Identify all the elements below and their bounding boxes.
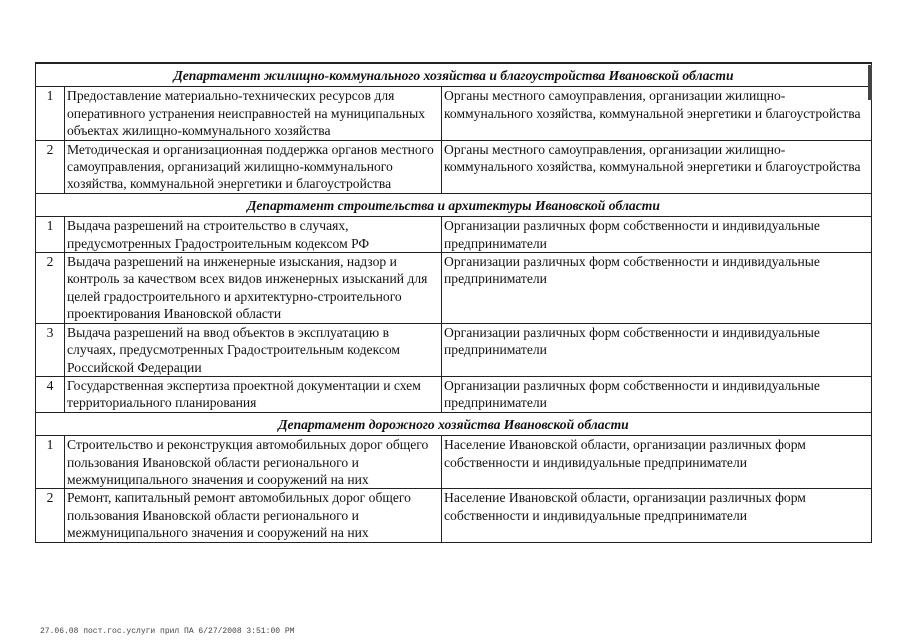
table-row <box>36 489 872 542</box>
row-number: 2 <box>36 253 65 324</box>
service-recipients: Организации различных форм собственности и индивидуальные предприниматели <box>442 376 872 412</box>
department-header-row <box>36 193 872 216</box>
table-row <box>36 376 872 412</box>
table-row <box>36 323 872 376</box>
row-number: 4 <box>36 376 65 412</box>
table-row <box>36 217 872 253</box>
table-row <box>36 253 872 324</box>
service-name: Методическая и организационная поддержка органов местного самоуправления, организаций жилищно-коммунального хозяйства, коммунальной энергетики и благоустройства <box>65 140 442 193</box>
service-name: Выдача разрешений на строительство в случаях, предусмотренных Градостроительным кодексом РФ <box>65 217 442 253</box>
service-recipients: Организации различных форм собственности и индивидуальные предприниматели <box>442 323 872 376</box>
service-name: Выдача разрешений на инженерные изыскания, надзор и контроль за качеством всех видов инженерных изысканий для целей градостроительного и архитектурно-строительного проектирования Ивановской области <box>65 253 442 324</box>
row-number: 1 <box>36 87 65 140</box>
department-title: Департамент дорожного хозяйства Ивановской области <box>36 412 872 435</box>
scan-artifact <box>868 65 872 100</box>
service-recipients: Организации различных форм собственности и индивидуальные предприниматели <box>442 217 872 253</box>
table-row <box>36 140 872 193</box>
service-recipients: Органы местного самоуправления, организации жилищно-коммунального хозяйства, коммунальной энергетики и благоустройства <box>442 87 872 140</box>
row-number: 1 <box>36 217 65 253</box>
service-recipients: Органы местного самоуправления, организации жилищно-коммунального хозяйства, коммунальной энергетики и благоустройства <box>442 140 872 193</box>
footer-text: 27.06.08 пост.гос.услуги прил ПА 6/27/2008 3:51:00 PM <box>40 627 295 636</box>
department-header-row <box>36 63 872 87</box>
row-number: 2 <box>36 140 65 193</box>
department-header-row <box>36 412 872 435</box>
row-number: 2 <box>36 489 65 542</box>
service-recipients: Население Ивановской области, организации различных форм собственности и индивидуальные предприниматели <box>442 436 872 489</box>
row-number: 3 <box>36 323 65 376</box>
services-table <box>35 62 872 543</box>
table-row <box>36 87 872 140</box>
service-recipients: Организации различных форм собственности и индивидуальные предприниматели <box>442 253 872 324</box>
services-table-body <box>36 63 872 542</box>
service-recipients: Население Ивановской области, организации различных форм собственности и индивидуальные предприниматели <box>442 489 872 542</box>
service-name: Ремонт, капитальный ремонт автомобильных дорог общего пользования Ивановской области регионального и межмуниципального значения и сооружений на них <box>65 489 442 542</box>
service-name: Государственная экспертиза проектной документации и схем территориального планирования <box>65 376 442 412</box>
department-title: Департамент строительства и архитектуры Ивановской области <box>36 193 872 216</box>
service-name: Выдача разрешений на ввод объектов в эксплуатацию в случаях, предусмотренных Градостроительным кодексом Российской Федерации <box>65 323 442 376</box>
table-row <box>36 436 872 489</box>
row-number: 1 <box>36 436 65 489</box>
service-name: Строительство и реконструкция автомобильных дорог общего пользования Ивановской области регионального и межмуниципального значения и сооружений на них <box>65 436 442 489</box>
service-name: Предоставление материально-технических ресурсов для оперативного устранения неисправностей на муниципальных объектах жилищно-коммунального хозяйства <box>65 87 442 140</box>
department-title: Департамент жилищно-коммунального хозяйства и благоустройства Ивановской области <box>36 63 872 87</box>
